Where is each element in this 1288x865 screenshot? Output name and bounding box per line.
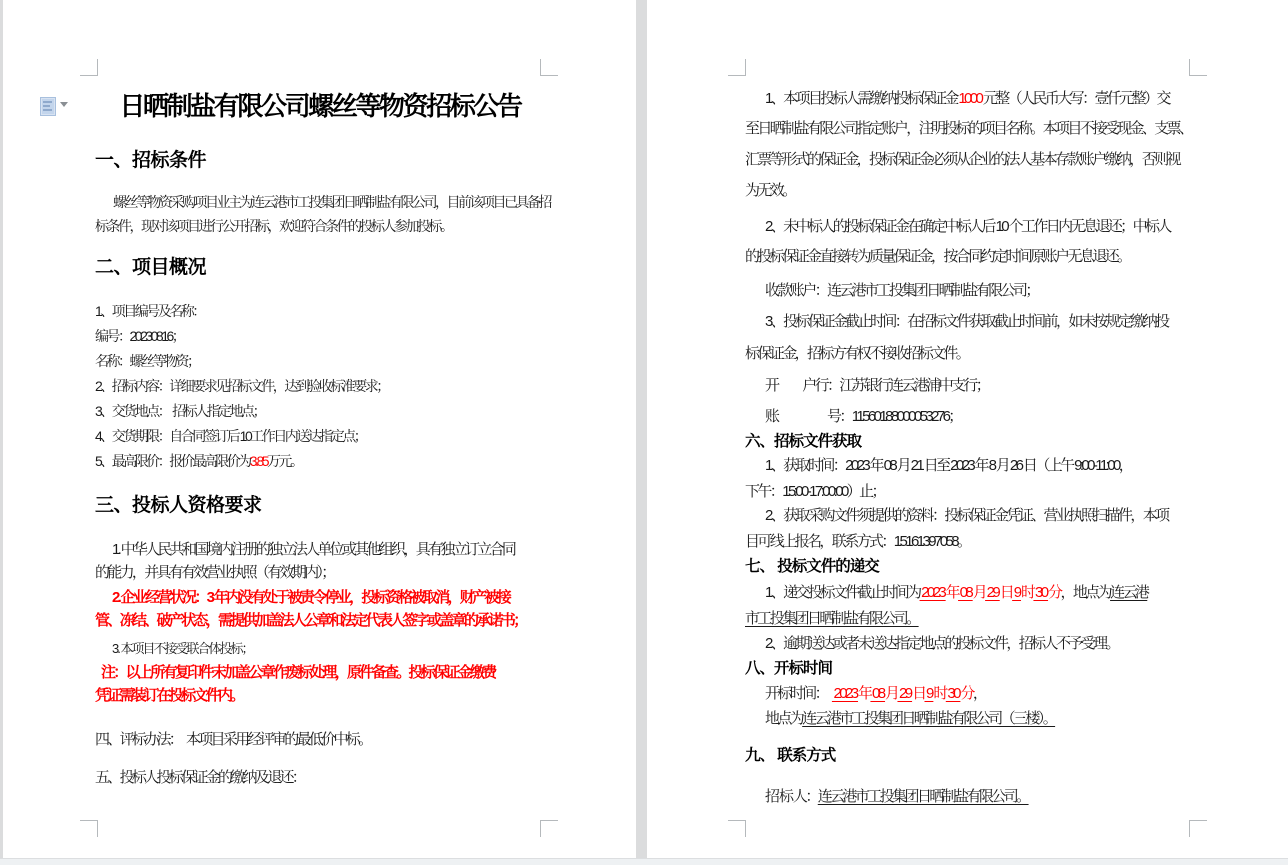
- note-copies-l1: [101, 664, 495, 681]
- text-segment: 的能力，并具有有效营业执照（有效期内）；: [95, 564, 334, 581]
- margin-crop-mark: [80, 59, 98, 76]
- para-bond-payment-l4: [745, 182, 795, 199]
- text-segment: 万元。: [267, 453, 302, 469]
- text-segment: 螺丝等物资采购项目业主为连云港市工投集团日晒制盐有限公司，目前该项目已具备招: [113, 194, 550, 210]
- para-bid-conditions-l2: [95, 218, 452, 234]
- heading-opening-time: [745, 660, 832, 678]
- item-no-consortium: [112, 642, 252, 657]
- text-segment: 为无效。: [745, 182, 795, 199]
- text-segment: 1. 中华人民共和国境内注册的独立法人单位或其他组织，具有独立订立合同: [112, 541, 515, 558]
- canvas-left-gutter: [0, 0, 3, 858]
- heading-doc-acquisition: [745, 433, 861, 451]
- canvas-bottom-gutter: [0, 858, 1288, 865]
- para-bond-payment-l3: [745, 151, 1179, 168]
- margin-crop-mark: [1189, 59, 1207, 76]
- line-bid-bond-heading: [95, 769, 304, 786]
- text-segment: 1、本项目投标人需缴纳投标保证金: [765, 90, 959, 107]
- text-segment: ，: [972, 685, 986, 702]
- chevron-down-icon: [60, 102, 68, 107]
- line-evaluation-method: [95, 731, 370, 748]
- text-segment: 30: [1033, 584, 1049, 601]
- text-segment: 3.85: [249, 453, 268, 469]
- line-acquisition-time-l2: [745, 483, 884, 500]
- text-segment: 5、最高限价：报价最高限价为: [95, 453, 250, 469]
- text-segment: 收款账户：连云港市工投集团日晒制盐有限公司；: [765, 282, 1038, 299]
- text-segment: 元整（人民币大写：壹仟元整）交: [981, 90, 1169, 107]
- text-segment: 9: [1012, 584, 1022, 601]
- line-tenderer: [765, 788, 1029, 805]
- item-delivery-term: [95, 428, 365, 444]
- heading-doc-submission: [745, 558, 879, 576]
- text-segment: 年: [858, 685, 871, 702]
- line-submission-deadline-l2: [745, 610, 919, 627]
- margin-crop-mark: [540, 820, 558, 837]
- text-segment: 2、获取采购文件须提供的资料：投标保证金凭证、营业执照扫描件，本项: [765, 507, 1168, 524]
- item-project-name: [95, 353, 199, 369]
- note-copies-l2: [95, 687, 243, 704]
- line-acquisition-materials-l1: [765, 507, 1168, 524]
- item-project-number-title: [95, 303, 204, 319]
- text-segment: 目可线上报名，联系方式：15161397058。: [745, 533, 970, 550]
- item-price-limit: [95, 453, 302, 469]
- text-segment: 一、招标条件: [95, 150, 207, 171]
- text-segment: 08: [870, 685, 886, 702]
- text-segment: 2、未中标人的投标保证金在确定中标人后 10 个工作日内无息退还；中标人: [765, 218, 1170, 235]
- text-segment: 连云港市工投集团日晒制盐有限公司（三楼）。: [802, 710, 1056, 727]
- heading-contact: [745, 747, 835, 765]
- text-segment: 分: [960, 685, 973, 702]
- text-segment: 二、项目概况: [95, 257, 207, 278]
- text-segment: 六、招标文件获取: [745, 433, 862, 450]
- para-bond-deadline-l1: [765, 313, 1168, 330]
- text-segment: 9: [924, 685, 934, 702]
- item-bid-content: [95, 378, 388, 394]
- text-segment: 2023: [919, 584, 946, 601]
- text-segment: 2、逾期送达或者未送达指定地点的投标文件，招标人不予受理。: [765, 635, 1118, 652]
- text-segment: 分: [1048, 584, 1061, 601]
- text-segment: 管、冻结、破产状态，需提供加盖法人公章和法定代表人签字或盖章的承诺书；: [95, 612, 526, 629]
- text-segment: 的投标保证金直接转为质量保证金，按合同约定时间原账户无息退还。: [745, 248, 1130, 265]
- text-segment: 1000: [958, 90, 982, 107]
- text-segment: 至日晒制盐有限公司指定账户，注明投标的项目名称。本项目不接受现金、支票、: [745, 120, 1192, 137]
- item-delivery-place: [95, 403, 264, 419]
- text-segment: 时: [933, 685, 946, 702]
- page-gap: [636, 0, 647, 858]
- text-segment: 下午：15:00-17:00:00）止；: [745, 483, 884, 500]
- text-segment: 四、评标办法： 本项目采用经评审的最低价中标。: [95, 731, 371, 748]
- text-segment: 凭证需装订在投标文件内。: [95, 687, 243, 704]
- text-segment: 日: [912, 685, 925, 702]
- text-segment: 月: [972, 584, 986, 601]
- heading-project-overview: [95, 257, 206, 279]
- para-qualification-2-l2: [95, 612, 526, 629]
- text-segment: 3、投标保证金截止时间：在招标文件获取截止时间前，如未按规定缴纳投: [765, 313, 1168, 330]
- line-account-number: [765, 408, 961, 425]
- text-segment: ，地点为: [1060, 584, 1111, 601]
- para-bond-refund-l1: [765, 218, 1170, 235]
- heading-bid-conditions: [95, 150, 206, 172]
- line-payee-account: [765, 282, 1038, 299]
- text-segment: 市工投集团日晒制盐有限公司。: [745, 610, 919, 627]
- text-segment: 七、 投标文件的递交: [745, 558, 879, 575]
- paste-options-button[interactable]: [36, 95, 76, 119]
- text-segment: 1、项目编号及名称：: [95, 303, 204, 319]
- text-segment: 编号：20230816；: [95, 328, 184, 344]
- para-bid-conditions-l1: [113, 194, 550, 210]
- text-segment: 4、交货期限：自合同签订后 10工作日内送达指定点；: [95, 428, 366, 444]
- paste-options-icon: [40, 97, 56, 116]
- text-segment: 日: [999, 584, 1013, 601]
- text-segment: 3. 本项目不接受联合体投标；: [112, 641, 253, 656]
- para-bond-payment-l1: [765, 90, 1169, 107]
- text-segment: 三、投标人资格要求: [95, 495, 262, 516]
- para-qualification-1-l1: [112, 541, 514, 558]
- text-segment: 标条件，现对该项目进行公开招标，欢迎符合条件的投标人参加投标。: [95, 218, 452, 234]
- para-bond-payment-l2: [745, 120, 1191, 137]
- text-segment: 汇票等形式的保证金，投标保证金必须从企业的法人基本存款账户缴纳，否则视: [745, 151, 1180, 168]
- text-segment: 开标时间：: [765, 685, 832, 702]
- text-segment: 30: [945, 685, 961, 702]
- text-segment: 九、 联系方式: [745, 747, 836, 764]
- line-overdue-rejection: [765, 635, 1118, 652]
- item-project-number: [95, 328, 183, 344]
- text-segment: 月: [885, 685, 898, 702]
- text-segment: 2023: [831, 685, 859, 702]
- text-segment: 八、开标时间: [745, 660, 833, 677]
- text-segment: 账 号：11560188000053276；: [765, 408, 961, 425]
- text-segment: 29: [897, 685, 913, 702]
- text-segment: 开 户行：江苏银行连云港浦中支行；: [765, 377, 989, 394]
- line-opening-time: [765, 685, 985, 702]
- text-segment: 五、投标人投标保证金的缴纳及退还：: [95, 769, 305, 786]
- margin-crop-mark: [728, 59, 746, 76]
- margin-crop-mark: [728, 820, 746, 837]
- heading-bidder-qualifications: [95, 495, 262, 517]
- para-bond-refund-l2: [745, 248, 1129, 265]
- text-segment: 连云港市工投集团日晒制盐有限公司。: [817, 788, 1029, 805]
- line-acquisition-materials-l2: [745, 533, 969, 550]
- text-segment: 1、递交投标文件截止时间为: [765, 584, 920, 601]
- text-segment: 地点为: [765, 710, 803, 727]
- para-qualification-1-l2: [95, 564, 334, 581]
- text-segment: 标保证金，招标方有权不接收招标文件。: [745, 345, 969, 362]
- text-segment: 注：以上所有复印件未加盖公章作废标处理，原件备查。投标保证金缴费: [101, 664, 495, 681]
- line-acquisition-time-l1: [765, 457, 1131, 474]
- margin-crop-mark: [540, 59, 558, 76]
- text-segment: 时: [1021, 584, 1034, 601]
- text-segment: 29: [985, 584, 1000, 601]
- text-segment: 招 标 人：: [765, 788, 818, 805]
- text-segment: 2. 企业经营状况：3 年内没有处于被责令停业，投标资格被取消，财产被接: [112, 589, 509, 606]
- line-opening-place: [765, 710, 1055, 727]
- para-bond-deadline-l2: [745, 345, 968, 362]
- text-segment: 3、交货地点： 招标人指定地点；: [95, 403, 265, 419]
- text-segment: 名称：螺丝等物资；: [95, 353, 199, 369]
- margin-crop-mark: [1189, 820, 1207, 837]
- text-segment: 2、招标内容：详细要求见招标文件，达到验收标准要求；: [95, 378, 388, 394]
- text-segment: 08: [958, 584, 973, 601]
- line-bank: [765, 377, 988, 394]
- para-qualification-2-l1: [112, 589, 509, 606]
- text-segment: 1、获取时间：2023 年 08 月 21 日至 2023 年 8 月 26 日（上午 9:00-11:00，: [765, 457, 1132, 474]
- margin-crop-mark: [80, 820, 98, 837]
- text-segment: 年: [945, 584, 959, 601]
- doc-title: 日晒制盐有限公司螺丝等物资招标公告: [119, 91, 521, 121]
- line-submission-deadline-l1: [765, 584, 1147, 601]
- text-segment: 连云港: [1110, 584, 1148, 601]
